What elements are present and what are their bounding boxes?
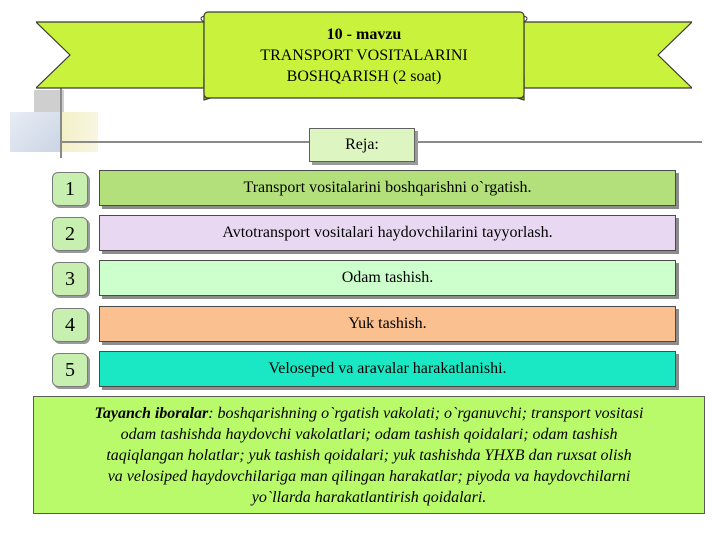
plan-item-number: 2 [52,217,88,251]
plan-item-number: 3 [52,262,88,296]
plan-item-text: Veloseped va aravalar harakatlanishi. [99,351,676,387]
plan-item-2 [52,215,678,253]
banner-text [246,24,482,87]
plan-item-text: Yuk tashish. [99,306,676,342]
plan-label: Reja: [309,128,415,162]
key-phrases-line-5: yo`llarda harakatlantirish qoidalari. [251,489,487,506]
key-phrases-heading: Tayanch iboralar [94,405,209,422]
plan-item-number: 4 [52,308,88,342]
plan-item-number: 5 [52,353,88,387]
title-banner [36,10,692,108]
plan-item-text: Odam tashish. [99,260,676,296]
banner-title-line-2: BOSHQARISH (2 soat) [286,68,442,85]
key-phrases-line-3: taqiqlangan holatlar; yuk tashish qoidalari; yuk tashishda YHXB dan ruxsat olish [106,447,632,464]
decor-square-blue [10,112,66,152]
key-phrases-line-2: odam tashishda haydovchi vakolatlari; odam tashish qoidalari; odam tashish [120,426,618,443]
plan-item-text: Transport vositalarini boshqarishni o`rgatish. [99,170,676,206]
key-phrases-line-1 [50,403,688,424]
plan-item-3 [52,260,678,298]
plan-item-1 [52,170,678,208]
banner-title-line-1: TRANSPORT VOSITALARINI [260,47,468,64]
plan-item-5 [52,351,678,389]
plan-item-4 [52,306,678,344]
plan-item-text: Avtotransport vositalari haydovchilarini tayyorlash. [99,215,676,251]
topic-number: 10 - mavzu [326,26,402,43]
key-phrases-line-1-text: : boshqarishning o`rgatish vakolati; o`rganuvchi; transport vositasi [208,405,644,422]
key-phrases-line-4: va velosiped haydovchilariga man qilingan harakatlar; piyoda va haydovchilarni [107,468,631,485]
key-phrases-box [33,396,705,514]
plan-item-number: 1 [52,172,88,206]
decor-square-yellow [62,112,98,152]
